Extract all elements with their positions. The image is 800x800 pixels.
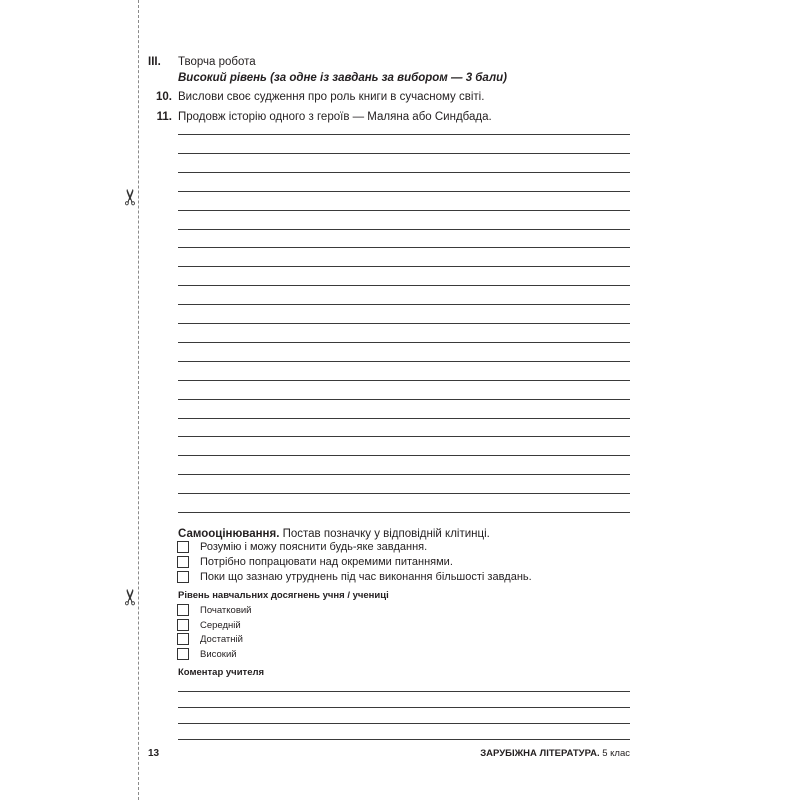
checkbox[interactable] — [177, 556, 189, 568]
page-number: 13 — [148, 748, 160, 759]
comment-line[interactable] — [178, 723, 630, 724]
writing-line[interactable] — [178, 304, 630, 305]
grade-text: 5 клас — [599, 748, 630, 759]
comment-line[interactable] — [178, 691, 630, 692]
book-title — [480, 748, 630, 759]
checkbox[interactable] — [177, 619, 189, 631]
checkbox[interactable] — [177, 541, 189, 553]
writing-line[interactable] — [178, 247, 630, 248]
writing-line[interactable] — [178, 134, 630, 135]
writing-line[interactable] — [178, 436, 630, 437]
writing-line[interactable] — [178, 512, 630, 513]
checkbox[interactable] — [177, 633, 189, 645]
writing-line[interactable] — [178, 229, 630, 230]
task-text: Продовж історію одного з героїв — Маляна або Синдбада. — [178, 111, 492, 123]
scissors-icon: ✂ — [118, 587, 144, 607]
self-assessment-option: Потрібно попрацювати над окремими питаннями. — [200, 556, 453, 568]
achievement-level: Початковий — [200, 605, 252, 616]
scissors-icon: ✂ — [118, 187, 144, 207]
writing-line[interactable] — [178, 210, 630, 211]
comment-line[interactable] — [178, 739, 630, 740]
writing-line[interactable] — [178, 455, 630, 456]
achievement-level: Високий — [200, 649, 237, 660]
task-number: 10. — [156, 91, 172, 103]
writing-line[interactable] — [178, 285, 630, 286]
section-numeral: III. — [148, 56, 161, 68]
writing-line[interactable] — [178, 380, 630, 381]
task-text: Вислови своє судження про роль книги в сучасному світі. — [178, 91, 485, 103]
achievement-title: Рівень навчальних досягнень учня / учениці — [178, 590, 389, 601]
section-title: Творча робота — [178, 56, 256, 68]
self-assessment-option: Поки що зазнаю утруднень під час виконання більшості завдань. — [200, 571, 532, 583]
achievement-level: Середній — [200, 620, 241, 631]
cut-line — [138, 0, 139, 800]
self-assessment-option: Розумію і можу пояснити будь-яке завдання. — [200, 541, 428, 553]
comment-line[interactable] — [178, 707, 630, 708]
achievement-level: Достатній — [200, 634, 243, 645]
writing-line[interactable] — [178, 418, 630, 419]
writing-line[interactable] — [178, 153, 630, 154]
writing-line[interactable] — [178, 323, 630, 324]
writing-line[interactable] — [178, 342, 630, 343]
writing-line[interactable] — [178, 474, 630, 475]
level-note: Високий рівень (за одне із завдань за вибором — 3 бали) — [178, 72, 507, 84]
self-assessment-heading — [178, 528, 490, 540]
checkbox[interactable] — [177, 571, 189, 583]
writing-line[interactable] — [178, 399, 630, 400]
writing-line[interactable] — [178, 191, 630, 192]
writing-line[interactable] — [178, 172, 630, 173]
writing-line[interactable] — [178, 361, 630, 362]
self-assessment-title: Самооцінювання. — [178, 528, 280, 540]
book-title-text: ЗАРУБІЖНА ЛІТЕРАТУРА. — [480, 748, 600, 759]
self-assessment-instruction: Постав позначку у відповідній клітинці. — [282, 528, 490, 540]
task-number: 11. — [156, 111, 172, 123]
writing-line[interactable] — [178, 266, 630, 267]
checkbox[interactable] — [177, 604, 189, 616]
writing-line[interactable] — [178, 493, 630, 494]
teacher-comment-title: Коментар учителя — [178, 667, 265, 678]
checkbox[interactable] — [177, 648, 189, 660]
